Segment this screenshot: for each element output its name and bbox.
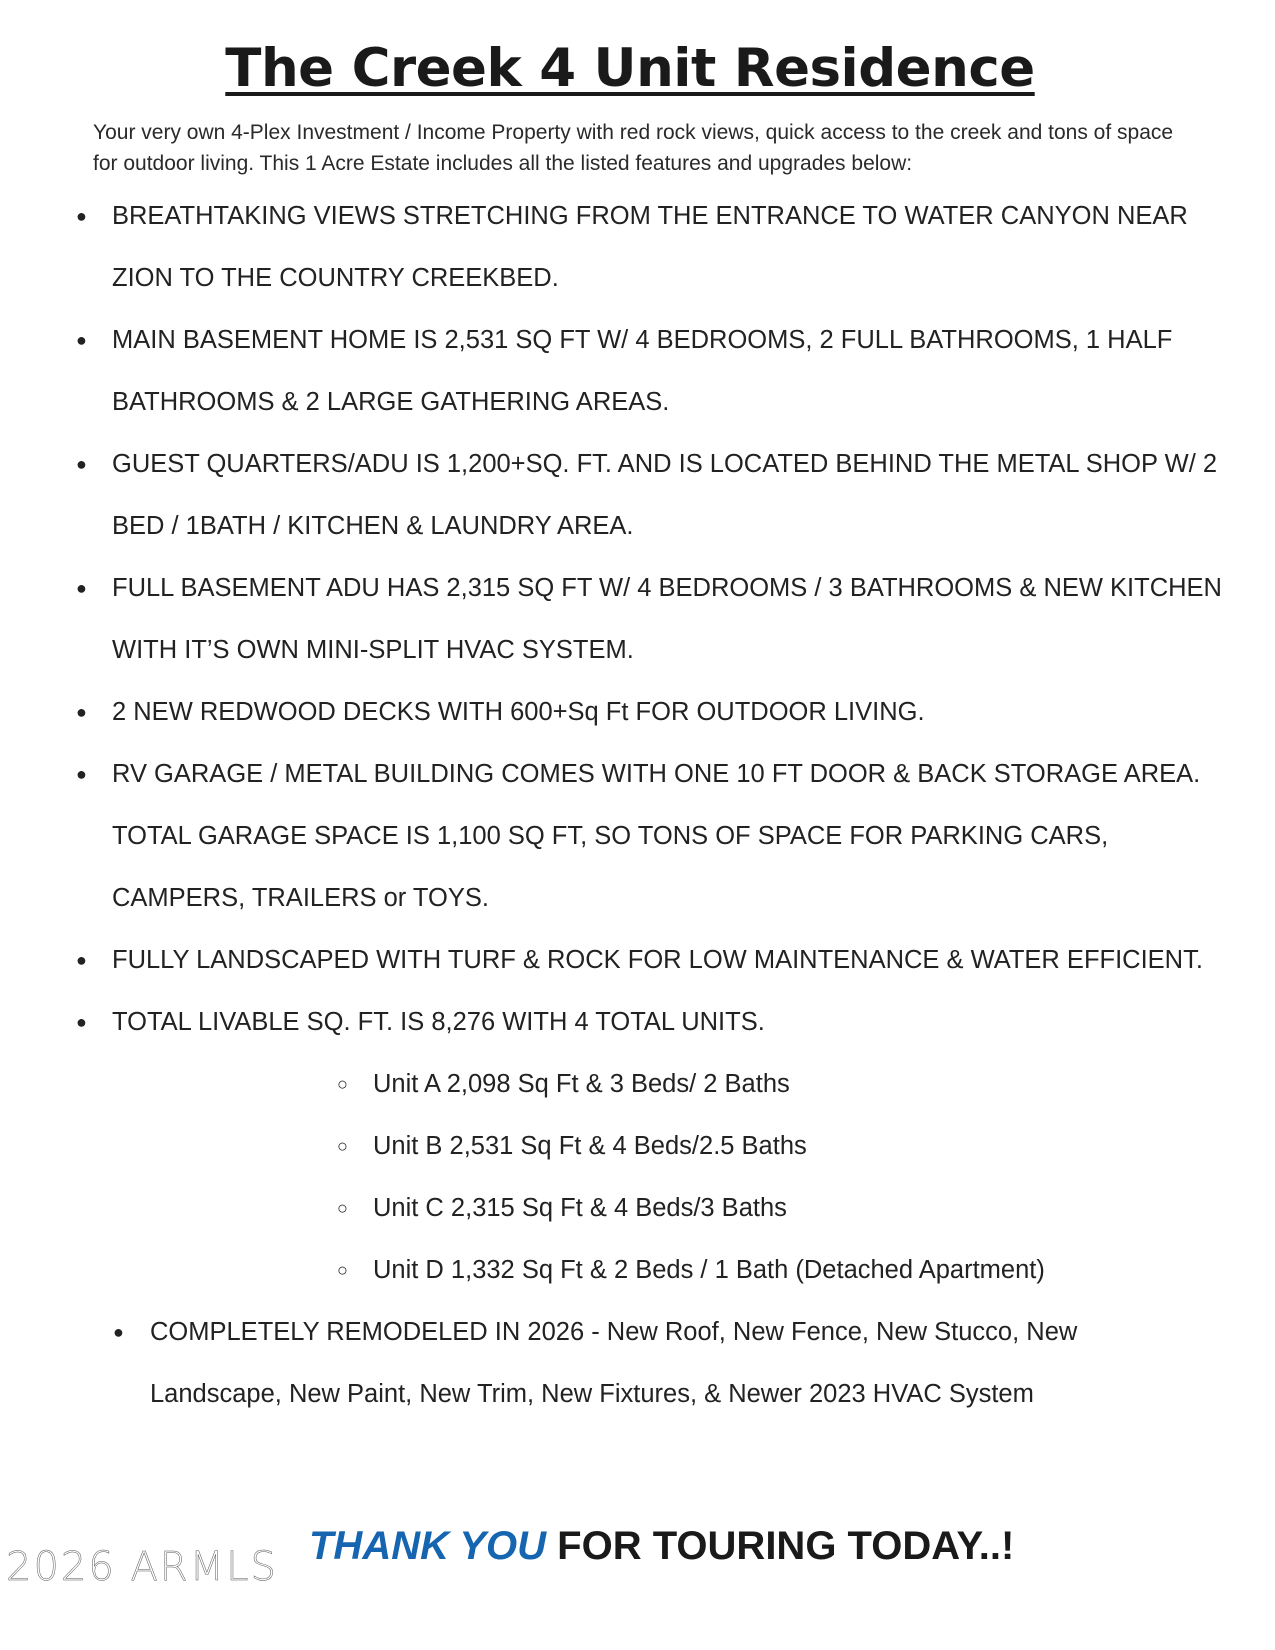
list-item: ● MAIN BASEMENT HOME IS 2,531 SQ FT W/ 4 BEDROOMS, 2 FULL BATHROOMS, 1 HALF BATHROOMS & 2 LARGE GATHERING AREAS. — [0, 309, 1232, 433]
circle-bullet-icon: ○ — [337, 1260, 348, 1280]
list-item: ● 2 NEW REDWOOD DECKS WITH 600+Sq Ft FOR OUTDOOR LIVING. — [0, 681, 1232, 743]
bullet-icon: ● — [76, 578, 87, 598]
bullet-icon: ● — [113, 1322, 124, 1342]
circle-bullet-icon: ○ — [337, 1074, 348, 1094]
unit-item: ○ Unit C 2,315 Sq Ft & 4 Beds/3 Baths — [0, 1177, 1275, 1239]
thank-you-rest: FOR TOURING TODAY..! — [546, 1524, 1015, 1568]
list-item: ● RV GARAGE / METAL BUILDING COMES WITH ONE 10 FT DOOR & BACK STORAGE AREA. TOTAL GARAGE SPACE IS 1,100 SQ FT, SO TONS OF SPACE FOR PARKING CARS, CAMPERS, TRAILERS or TOYS. — [0, 743, 1232, 929]
list-item: ● FULLY LANDSCAPED WITH TURF & ROCK FOR LOW MAINTENANCE & WATER EFFICIENT. — [0, 929, 1232, 991]
intro-paragraph: Your very own 4-Plex Investment / Income Property with red rock views, quick access to the creek and tons of space for outdoor living. This 1 Acre Estate includes all the listed features and upgrades below: — [93, 121, 1174, 175]
remodel-item: ● COMPLETELY REMODELED IN 2026 - New Roof, New Fence, New Stucco, New Landscape, New Paint, New Trim, New Fixtures, & Newer 2023 HVAC System — [0, 1301, 1150, 1425]
feature-list — [0, 185, 1275, 1425]
circle-bullet-icon: ○ — [337, 1198, 348, 1218]
thank-you-banner — [309, 1524, 1014, 1569]
circle-bullet-icon: ○ — [337, 1136, 348, 1156]
list-item: ● BREATHTAKING VIEWS STRETCHING FROM THE ENTRANCE TO WATER CANYON NEAR ZION TO THE COUNTRY CREEKBED. — [0, 185, 1232, 309]
bullet-icon: ● — [76, 454, 87, 474]
unit-item: ○ Unit B 2,531 Sq Ft & 4 Beds/2.5 Baths — [0, 1115, 1275, 1177]
thank-you-highlight: THANK YOU — [309, 1524, 547, 1568]
bullet-icon: ● — [76, 1012, 87, 1032]
bullet-icon: ● — [76, 702, 87, 722]
bullet-icon: ● — [76, 330, 87, 350]
unit-item: ○ Unit A 2,098 Sq Ft & 3 Beds/ 2 Baths — [0, 1053, 1275, 1115]
page-title: The Creek 4 Unit Residence — [225, 38, 1035, 99]
list-item: ● FULL BASEMENT ADU HAS 2,315 SQ FT W/ 4 BEDROOMS / 3 BATHROOMS & NEW KITCHEN WITH IT’S OWN MINI-SPLIT HVAC SYSTEM. — [0, 557, 1232, 681]
list-item: ● TOTAL LIVABLE SQ. FT. IS 8,276 WITH 4 TOTAL UNITS. — [0, 991, 1232, 1053]
bullet-icon: ● — [76, 206, 87, 226]
unit-item: ○ Unit D 1,332 Sq Ft & 2 Beds / 1 Bath (Detached Apartment) — [0, 1239, 1275, 1301]
bullet-icon: ● — [76, 950, 87, 970]
watermark: 2026 ARMLS — [6, 1544, 278, 1590]
bullet-icon: ● — [76, 764, 87, 784]
list-item: ● GUEST QUARTERS/ADU IS 1,200+SQ. FT. AND IS LOCATED BEHIND THE METAL SHOP W/ 2 BED / 1BATH / KITCHEN & LAUNDRY AREA. — [0, 433, 1232, 557]
